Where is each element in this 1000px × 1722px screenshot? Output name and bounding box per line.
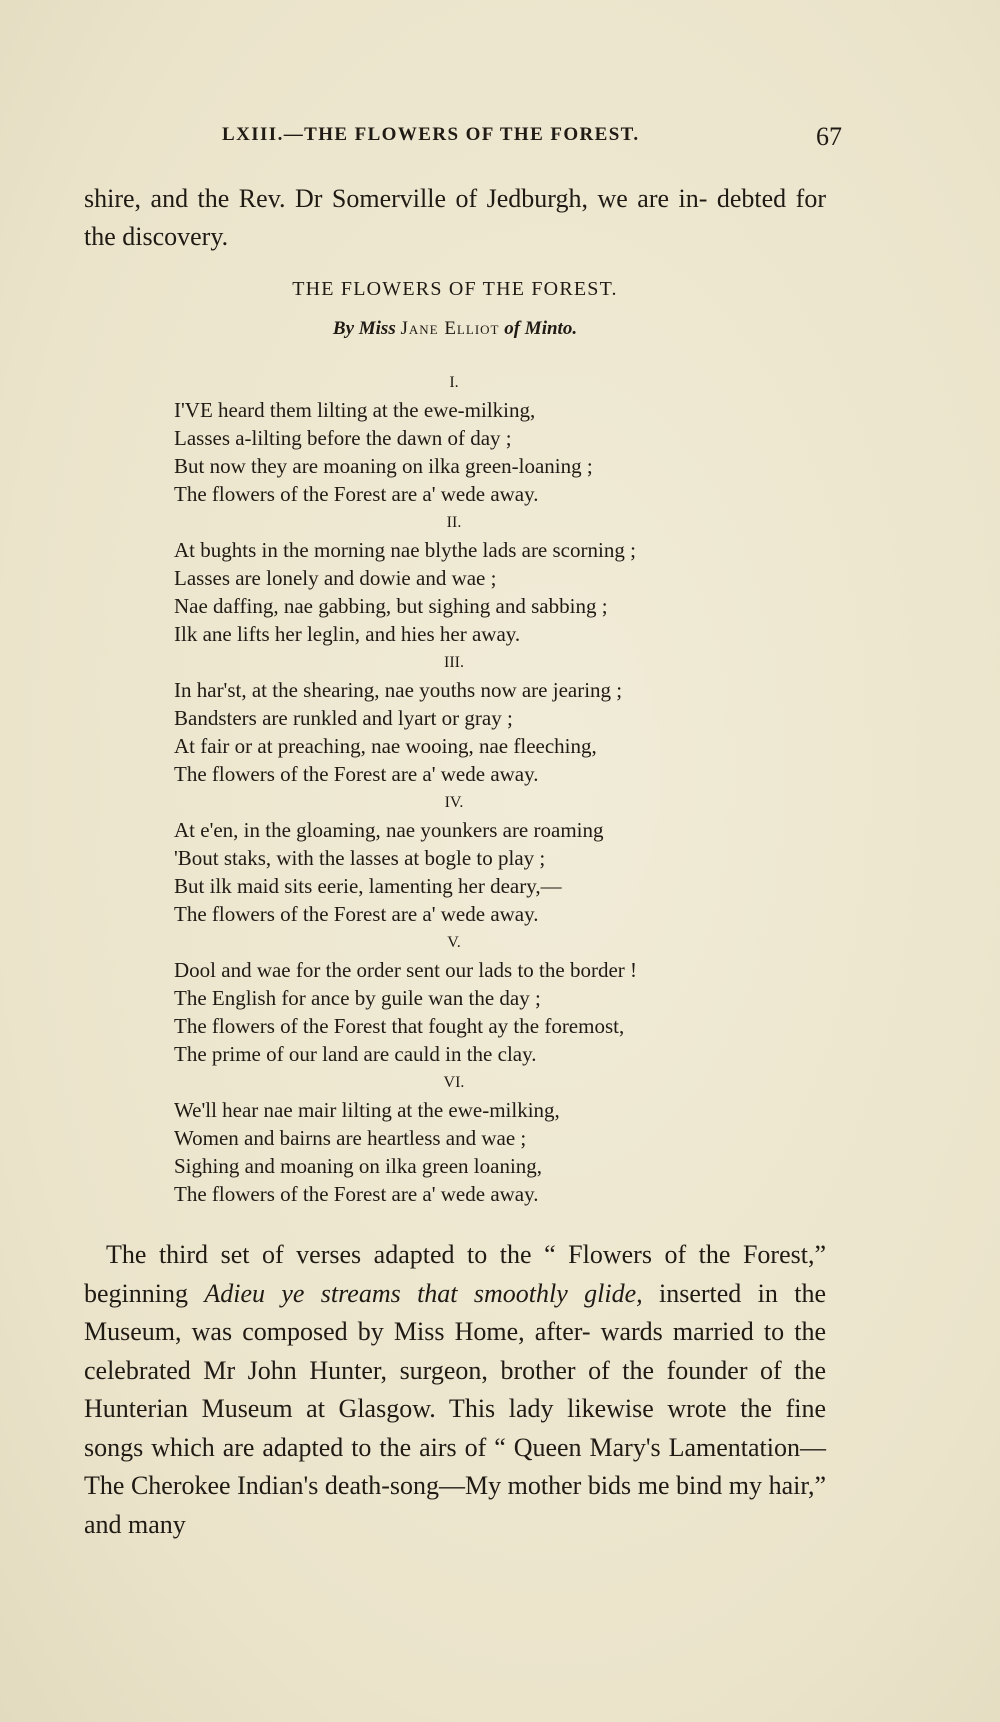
- intro-paragraph: [84, 180, 826, 256]
- stanza: [174, 790, 734, 928]
- byline-author: Jane Elliot: [400, 318, 500, 339]
- poem-line: The prime of our land are cauld in the clay.: [174, 1042, 537, 1066]
- song-byline: [84, 318, 826, 340]
- poem-line: 'Bout staks, with the lasses at bogle to play ;: [174, 846, 546, 870]
- poem-line: We'll hear nae mair lilting at the ewe-milking,: [174, 1098, 560, 1122]
- byline-by: By Miss: [332, 318, 396, 339]
- poem-line: The flowers of the Forest are a' wede away.: [174, 482, 539, 506]
- closing-text-after: inserted in the Museum, was composed by Miss Home, after- wards married to the celebrated Mr John Hunter, surgeon, brother of the founder of the Hunterian Museum at Glasgow. This lady likewise wrote the fine songs which are adapted to the airs of “ Queen Mary's Lamentation—The Cherokee Indian's death-song—My mother bids me bind my hair,” and many: [84, 1278, 826, 1539]
- poem-line: Sighing and moaning on ilka green loaning,: [174, 1154, 543, 1178]
- byline-of: of Minto.: [504, 318, 578, 339]
- poem-line: Women and bairns are heartless and wae ;: [174, 1126, 527, 1150]
- stanza: [174, 650, 734, 788]
- stanza-number: IV.: [444, 794, 464, 811]
- stanza-number: II.: [446, 514, 462, 531]
- stanza: [174, 510, 734, 648]
- poem-line: In har'st, at the shearing, nae youths now are jearing ;: [174, 678, 623, 702]
- poem-line: Ilk ane lifts her leglin, and hies her away.: [174, 622, 521, 646]
- closing-paragraph: [84, 1236, 826, 1544]
- poem-line: Dool and wae for the order sent our lads to the border !: [174, 958, 638, 982]
- intro-paragraph-text: shire, and the Rev. Dr Somerville of Jedburgh, we are in- debted for the discovery.: [84, 184, 826, 251]
- poem-line: The flowers of the Forest are a' wede away.: [174, 762, 539, 786]
- poem-line: Lasses a-lilting before the dawn of day ;: [174, 426, 512, 450]
- poem-line: Bandsters are runkled and lyart or gray ;: [174, 706, 513, 730]
- poem-line: I'VE heard them lilting at the ewe-milking,: [174, 398, 536, 422]
- poem-line: The English for ance by guile wan the day ;: [174, 986, 541, 1010]
- poem-line: Nae daffing, nae gabbing, but sighing and sabbing ;: [174, 594, 608, 618]
- page-number: 67: [816, 122, 842, 151]
- stanza-number: V.: [447, 934, 461, 951]
- stanza: [174, 1070, 734, 1208]
- stanza-number: I.: [449, 374, 459, 391]
- poem-line: At e'en, in the gloaming, nae younkers are roaming: [174, 818, 604, 842]
- stanza-number: III.: [444, 654, 464, 671]
- poem-line: At bughts in the morning nae blythe lads are scorning ;: [174, 538, 636, 562]
- stanza-number: VI.: [443, 1074, 465, 1091]
- stanza: [174, 370, 734, 508]
- stanza: [174, 930, 734, 1068]
- poem-line: But now they are moaning on ilka green-loaning ;: [174, 454, 593, 478]
- poem-line: The flowers of the Forest are a' wede away.: [174, 902, 539, 926]
- closing-text-italic: Adieu ye streams that smoothly glide,: [204, 1278, 643, 1308]
- poem-line: The flowers of the Forest that fought ay the foremost,: [174, 1014, 625, 1038]
- running-head: LXIII.—THE FLOWERS OF THE FOREST.: [222, 124, 640, 145]
- poem-line: Lasses are lonely and dowie and wae ;: [174, 566, 497, 590]
- closing-text-before: The third set of verses adapted to the “ Flowers of the Forest,” beginning: [84, 1240, 826, 1308]
- poem: [174, 370, 734, 1210]
- poem-line: But ilk maid sits eerie, lamenting her deary,—: [174, 874, 562, 898]
- closing-paragraph-text: [84, 1236, 826, 1544]
- song-title: THE FLOWERS OF THE FOREST.: [292, 278, 618, 300]
- poem-line: The flowers of the Forest are a' wede away.: [174, 1182, 539, 1206]
- poem-line: At fair or at preaching, nae wooing, nae fleeching,: [174, 734, 597, 758]
